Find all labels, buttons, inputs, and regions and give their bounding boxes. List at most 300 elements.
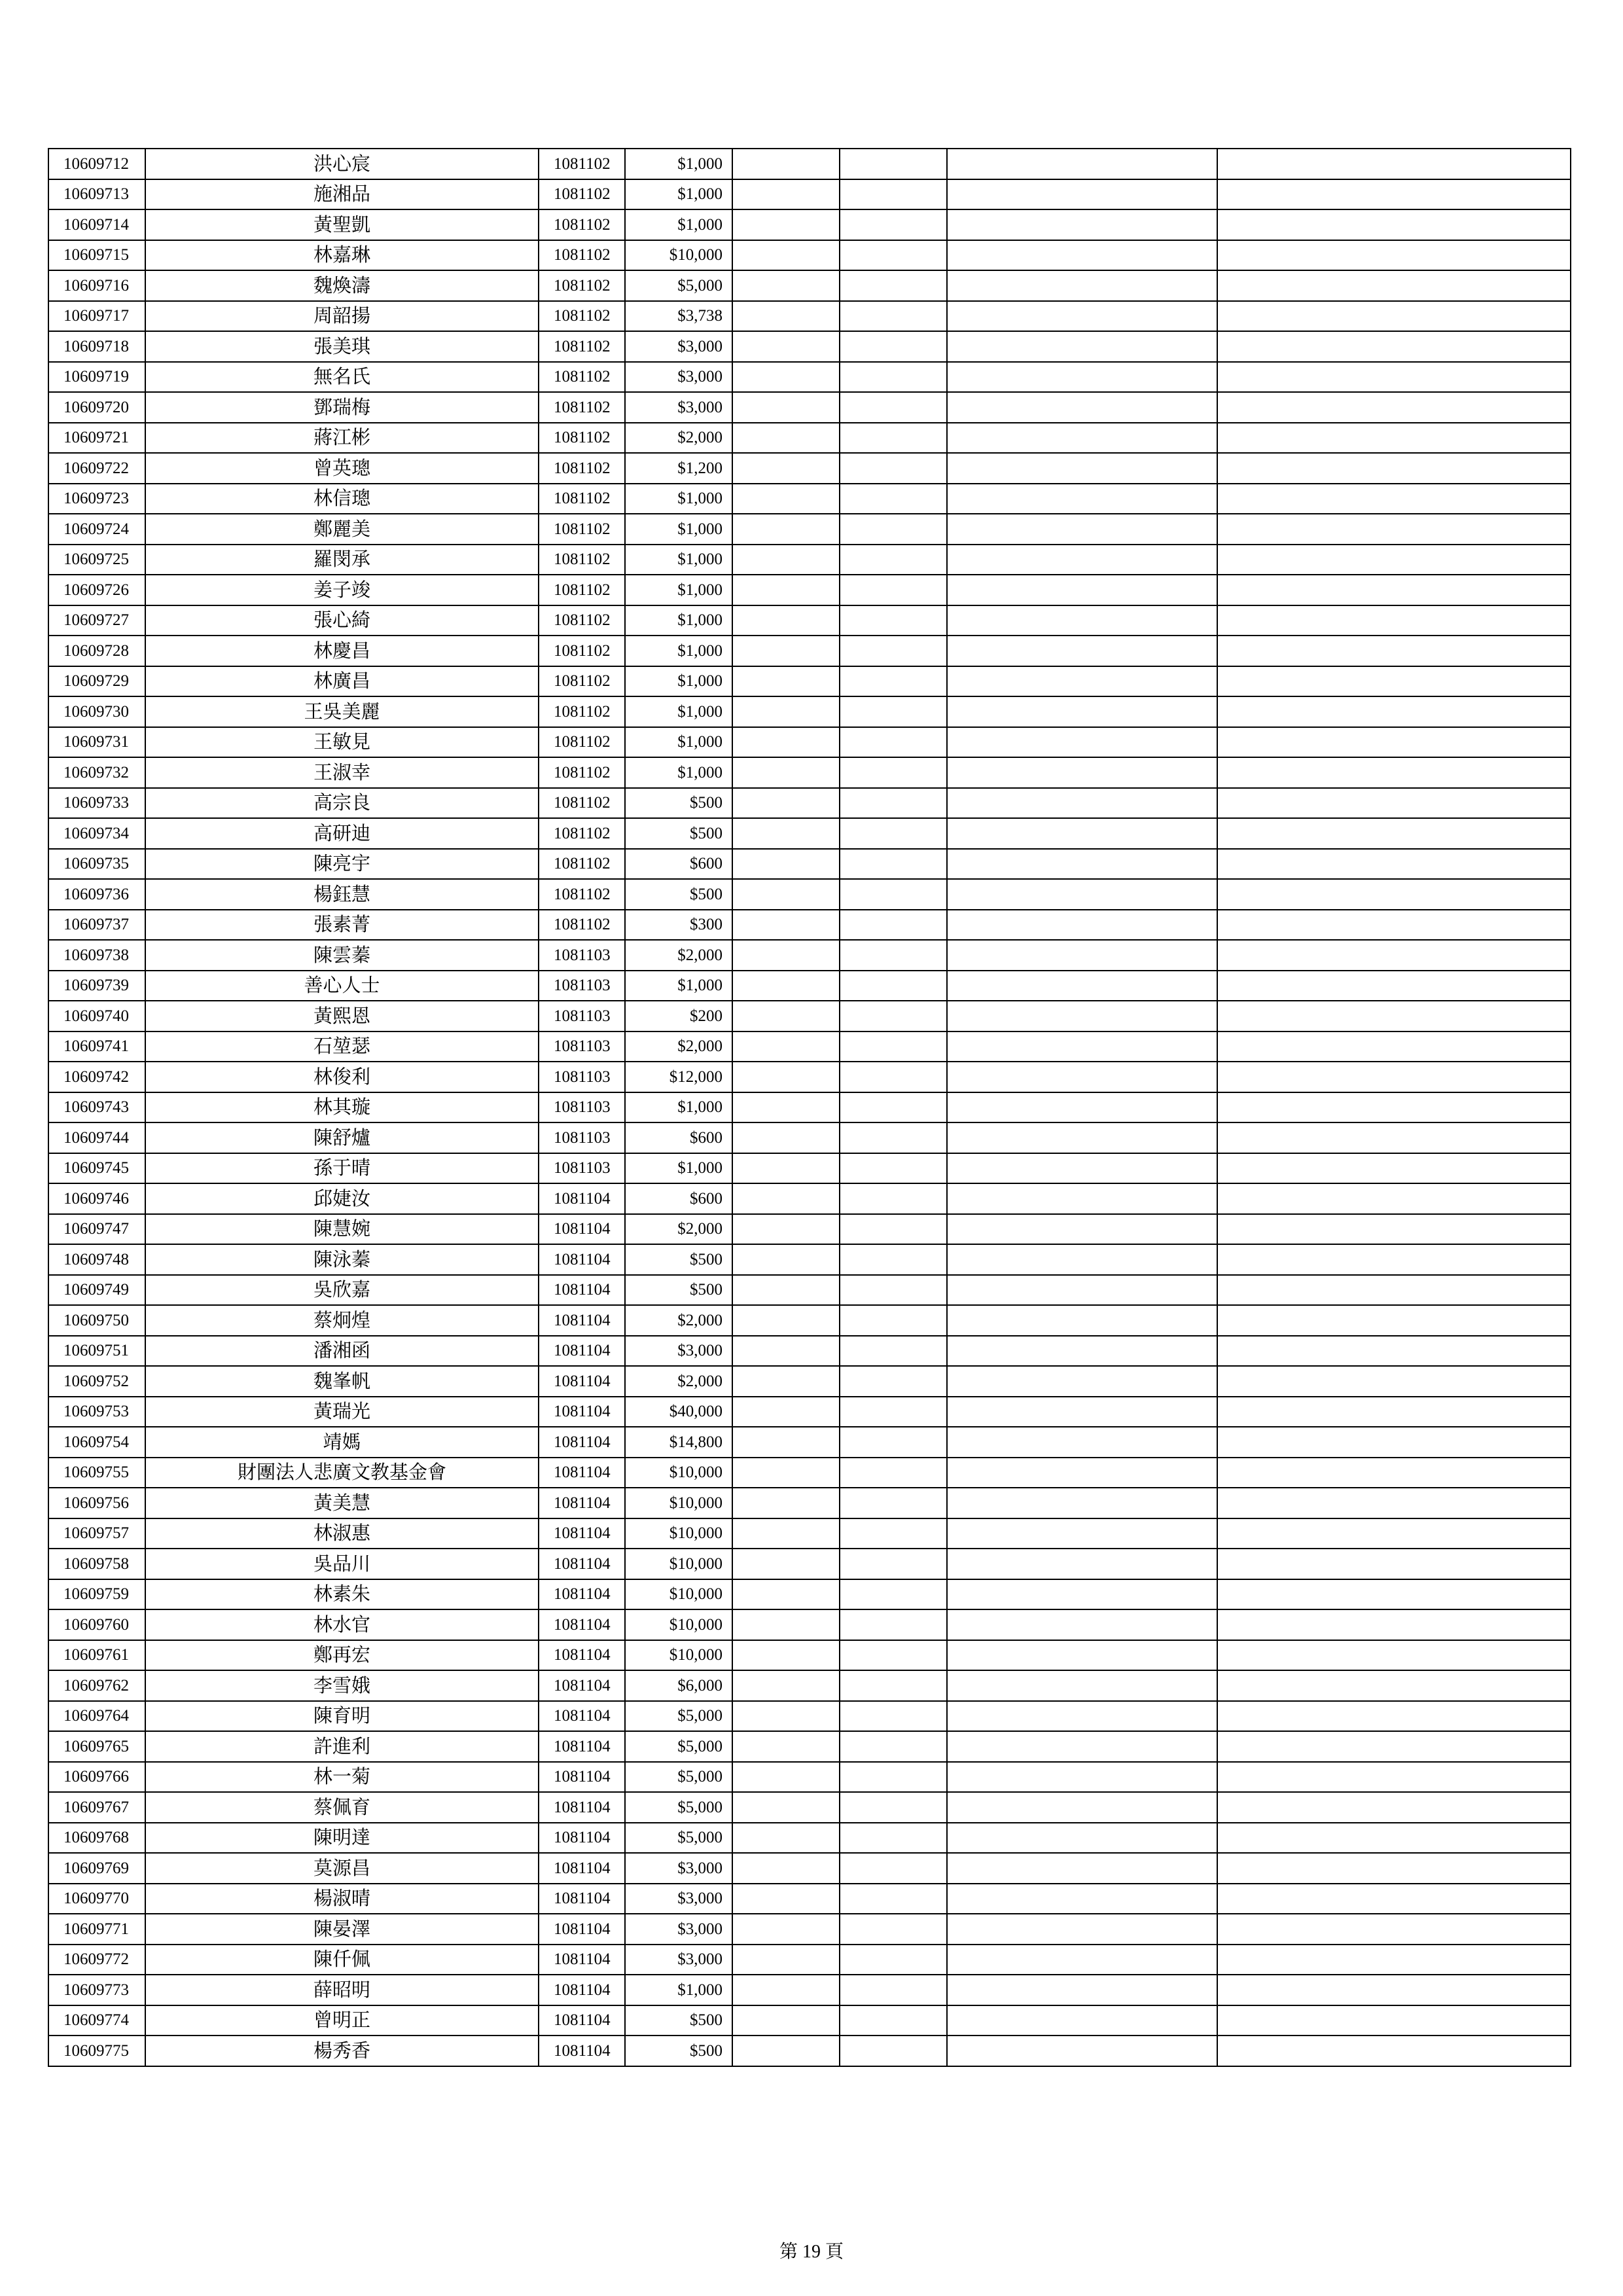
receipt-number-cell: 10609739: [48, 971, 145, 1001]
empty-cell: [1217, 727, 1571, 758]
donor-name-cell: 邱婕汝: [145, 1183, 539, 1214]
table-row: [48, 1731, 1571, 1762]
empty-cell: [947, 910, 1217, 941]
donor-name-cell: 高宗良: [145, 788, 539, 819]
empty-cell: [947, 1914, 1217, 1945]
empty-cell: [840, 392, 947, 423]
empty-cell: [1217, 1001, 1571, 1031]
empty-cell: [947, 2036, 1217, 2066]
empty-cell: [840, 1275, 947, 1306]
receipt-number-cell: 10609765: [48, 1731, 145, 1762]
empty-cell: [1217, 1670, 1571, 1701]
amount-cell: $10,000: [625, 1609, 732, 1640]
receipt-number-cell: 10609756: [48, 1488, 145, 1518]
date-cell: 1081102: [539, 240, 625, 271]
receipt-number-cell: 10609753: [48, 1397, 145, 1427]
table-row: [48, 696, 1571, 727]
empty-cell: [732, 149, 840, 179]
empty-cell: [732, 545, 840, 575]
donor-name-cell: 張心綺: [145, 605, 539, 636]
receipt-number-cell: 10609734: [48, 818, 145, 849]
empty-cell: [732, 1762, 840, 1793]
amount-cell: $600: [625, 1183, 732, 1214]
empty-cell: [840, 1579, 947, 1610]
date-cell: 1081102: [539, 666, 625, 697]
table-row: [48, 1244, 1571, 1275]
amount-cell: $5,000: [625, 1792, 732, 1823]
date-cell: 1081104: [539, 1701, 625, 1732]
date-cell: 1081104: [539, 1975, 625, 2005]
empty-cell: [947, 1183, 1217, 1214]
amount-cell: $600: [625, 1122, 732, 1153]
receipt-number-cell: 10609714: [48, 209, 145, 240]
donor-name-cell: 陳泳蓁: [145, 1244, 539, 1275]
empty-cell: [947, 1945, 1217, 1975]
empty-cell: [1217, 1914, 1571, 1945]
empty-cell: [732, 1397, 840, 1427]
table-row: [48, 1518, 1571, 1549]
empty-cell: [1217, 1275, 1571, 1306]
table-row: [48, 1579, 1571, 1610]
amount-cell: $1,000: [625, 179, 732, 210]
table-row: [48, 240, 1571, 271]
empty-cell: [732, 1731, 840, 1762]
date-cell: 1081104: [539, 1549, 625, 1579]
receipt-number-cell: 10609760: [48, 1609, 145, 1640]
empty-cell: [732, 1640, 840, 1671]
empty-cell: [1217, 179, 1571, 210]
empty-cell: [840, 605, 947, 636]
donor-name-cell: 黃聖凱: [145, 209, 539, 240]
amount-cell: $5,000: [625, 1701, 732, 1732]
amount-cell: $3,000: [625, 362, 732, 393]
table-row: [48, 545, 1571, 575]
donor-name-cell: 曾英璁: [145, 453, 539, 484]
table-row: [48, 849, 1571, 880]
empty-cell: [947, 818, 1217, 849]
amount-cell: $1,000: [625, 696, 732, 727]
donor-name-cell: 鄭再宏: [145, 1640, 539, 1671]
empty-cell: [947, 1244, 1217, 1275]
receipt-number-cell: 10609717: [48, 301, 145, 332]
empty-cell: [947, 514, 1217, 545]
empty-cell: [947, 1458, 1217, 1488]
date-cell: 1081103: [539, 940, 625, 971]
date-cell: 1081104: [539, 1275, 625, 1306]
amount-cell: $1,000: [625, 545, 732, 575]
donor-name-cell: 楊淑晴: [145, 1884, 539, 1914]
table-row: [48, 1092, 1571, 1123]
date-cell: 1081102: [539, 331, 625, 362]
amount-cell: $3,738: [625, 301, 732, 332]
empty-cell: [732, 1579, 840, 1610]
amount-cell: $10,000: [625, 240, 732, 271]
receipt-number-cell: 10609733: [48, 788, 145, 819]
empty-cell: [1217, 575, 1571, 605]
empty-cell: [732, 1823, 840, 1854]
empty-cell: [732, 1609, 840, 1640]
empty-cell: [1217, 1640, 1571, 1671]
empty-cell: [947, 1305, 1217, 1336]
empty-cell: [840, 331, 947, 362]
amount-cell: $3,000: [625, 1884, 732, 1914]
empty-cell: [1217, 240, 1571, 271]
receipt-number-cell: 10609730: [48, 696, 145, 727]
empty-cell: [840, 1731, 947, 1762]
empty-cell: [732, 331, 840, 362]
empty-cell: [947, 1609, 1217, 1640]
donor-name-cell: 潘湘函: [145, 1336, 539, 1367]
empty-cell: [732, 1122, 840, 1153]
empty-cell: [1217, 1579, 1571, 1610]
table-row: [48, 757, 1571, 788]
empty-cell: [947, 940, 1217, 971]
donor-name-cell: 薛昭明: [145, 1975, 539, 2005]
donor-name-cell: 姜子竣: [145, 575, 539, 605]
empty-cell: [1217, 1731, 1571, 1762]
empty-cell: [732, 2005, 840, 2036]
empty-cell: [732, 1244, 840, 1275]
empty-cell: [947, 301, 1217, 332]
empty-cell: [840, 1640, 947, 1671]
receipt-number-cell: 10609725: [48, 545, 145, 575]
empty-cell: [732, 879, 840, 910]
table-row: [48, 636, 1571, 666]
table-row: [48, 1853, 1571, 1884]
receipt-number-cell: 10609772: [48, 1945, 145, 1975]
empty-cell: [1217, 1792, 1571, 1823]
empty-cell: [1217, 636, 1571, 666]
amount-cell: $3,000: [625, 1853, 732, 1884]
empty-cell: [1217, 209, 1571, 240]
empty-cell: [1217, 1214, 1571, 1245]
date-cell: 1081104: [539, 1884, 625, 1914]
donor-name-cell: 林嘉琳: [145, 240, 539, 271]
empty-cell: [840, 940, 947, 971]
empty-cell: [840, 1244, 947, 1275]
table-row: [48, 179, 1571, 210]
empty-cell: [732, 1518, 840, 1549]
empty-cell: [947, 1397, 1217, 1427]
date-cell: 1081102: [539, 301, 625, 332]
empty-cell: [947, 240, 1217, 271]
table-row: [48, 301, 1571, 332]
empty-cell: [732, 179, 840, 210]
table-row: [48, 1823, 1571, 1854]
table-row: [48, 1366, 1571, 1397]
empty-cell: [947, 696, 1217, 727]
donor-name-cell: 蔡炯煌: [145, 1305, 539, 1336]
donor-name-cell: 張美琪: [145, 331, 539, 362]
donor-name-cell: 黃熙恩: [145, 1001, 539, 1031]
empty-cell: [1217, 331, 1571, 362]
amount-cell: $2,000: [625, 423, 732, 454]
empty-cell: [732, 1305, 840, 1336]
date-cell: 1081102: [539, 423, 625, 454]
donor-name-cell: 蔡佩育: [145, 1792, 539, 1823]
date-cell: 1081104: [539, 1244, 625, 1275]
date-cell: 1081104: [539, 1366, 625, 1397]
table-row: [48, 270, 1571, 301]
table-row: [48, 1031, 1571, 1062]
empty-cell: [947, 270, 1217, 301]
empty-cell: [732, 1488, 840, 1518]
empty-cell: [947, 1884, 1217, 1914]
empty-cell: [947, 1975, 1217, 2005]
amount-cell: $10,000: [625, 1518, 732, 1549]
empty-cell: [1217, 1305, 1571, 1336]
receipt-number-cell: 10609746: [48, 1183, 145, 1214]
donor-name-cell: 楊鈺慧: [145, 879, 539, 910]
amount-cell: $2,000: [625, 1031, 732, 1062]
empty-cell: [947, 149, 1217, 179]
table-row: [48, 1762, 1571, 1793]
amount-cell: $500: [625, 788, 732, 819]
table-row: [48, 2005, 1571, 2036]
empty-cell: [732, 727, 840, 758]
date-cell: 1081103: [539, 1153, 625, 1184]
amount-cell: $1,000: [625, 666, 732, 697]
donor-name-cell: 楊秀香: [145, 2036, 539, 2066]
empty-cell: [840, 636, 947, 666]
donor-name-cell: 財團法人悲廣文教基金會: [145, 1458, 539, 1488]
empty-cell: [840, 1001, 947, 1031]
donor-name-cell: 王敏見: [145, 727, 539, 758]
empty-cell: [1217, 514, 1571, 545]
table-row: [48, 788, 1571, 819]
date-cell: 1081103: [539, 1001, 625, 1031]
empty-cell: [840, 1914, 947, 1945]
empty-cell: [840, 1153, 947, 1184]
amount-cell: $10,000: [625, 1640, 732, 1671]
receipt-number-cell: 10609731: [48, 727, 145, 758]
empty-cell: [732, 696, 840, 727]
amount-cell: $2,000: [625, 1366, 732, 1397]
table-row: [48, 1183, 1571, 1214]
table-row: [48, 727, 1571, 758]
empty-cell: [732, 575, 840, 605]
date-cell: 1081104: [539, 1305, 625, 1336]
empty-cell: [840, 971, 947, 1001]
table-row: [48, 484, 1571, 514]
amount-cell: $1,000: [625, 727, 732, 758]
donor-name-cell: 林水官: [145, 1609, 539, 1640]
table-row: [48, 423, 1571, 454]
empty-cell: [840, 1884, 947, 1914]
empty-cell: [732, 1092, 840, 1123]
donor-name-cell: 陳仟佩: [145, 1945, 539, 1975]
receipt-number-cell: 10609750: [48, 1305, 145, 1336]
empty-cell: [1217, 270, 1571, 301]
empty-cell: [947, 1853, 1217, 1884]
receipt-number-cell: 10609719: [48, 362, 145, 393]
empty-cell: [732, 1336, 840, 1367]
receipt-number-cell: 10609727: [48, 605, 145, 636]
receipt-number-cell: 10609729: [48, 666, 145, 697]
empty-cell: [840, 1458, 947, 1488]
receipt-number-cell: 10609773: [48, 1975, 145, 2005]
empty-cell: [947, 849, 1217, 880]
empty-cell: [1217, 1427, 1571, 1458]
table-row: [48, 149, 1571, 179]
receipt-number-cell: 10609767: [48, 1792, 145, 1823]
table-row: [48, 514, 1571, 545]
empty-cell: [732, 1945, 840, 1975]
empty-cell: [840, 1183, 947, 1214]
amount-cell: $3,000: [625, 1914, 732, 1945]
donor-name-cell: 吳欣嘉: [145, 1275, 539, 1306]
donor-name-cell: 陳雲蓁: [145, 940, 539, 971]
donor-name-cell: 靖媽: [145, 1427, 539, 1458]
amount-cell: $10,000: [625, 1488, 732, 1518]
donor-name-cell: 王淑幸: [145, 757, 539, 788]
empty-cell: [732, 1062, 840, 1092]
date-cell: 1081104: [539, 1640, 625, 1671]
receipt-number-cell: 10609747: [48, 1214, 145, 1245]
date-cell: 1081102: [539, 362, 625, 393]
date-cell: 1081104: [539, 1853, 625, 1884]
empty-cell: [840, 1975, 947, 2005]
donor-name-cell: 陳明達: [145, 1823, 539, 1854]
receipt-number-cell: 10609738: [48, 940, 145, 971]
empty-cell: [947, 1823, 1217, 1854]
empty-cell: [947, 1214, 1217, 1245]
empty-cell: [840, 301, 947, 332]
table-row: [48, 818, 1571, 849]
amount-cell: $2,000: [625, 1214, 732, 1245]
amount-cell: $1,000: [625, 484, 732, 514]
table-row: [48, 1458, 1571, 1488]
date-cell: 1081104: [539, 2005, 625, 2036]
empty-cell: [947, 1518, 1217, 1549]
receipt-number-cell: 10609718: [48, 331, 145, 362]
table-row: [48, 1914, 1571, 1945]
empty-cell: [1217, 1031, 1571, 1062]
table-row: [48, 1792, 1571, 1823]
empty-cell: [840, 1792, 947, 1823]
donor-name-cell: 林一菊: [145, 1762, 539, 1793]
empty-cell: [840, 270, 947, 301]
date-cell: 1081104: [539, 1945, 625, 1975]
table-row: [48, 1701, 1571, 1732]
empty-cell: [1217, 1975, 1571, 2005]
date-cell: 1081102: [539, 757, 625, 788]
empty-cell: [1217, 392, 1571, 423]
donor-name-cell: 林其璇: [145, 1092, 539, 1123]
empty-cell: [1217, 1092, 1571, 1123]
date-cell: 1081102: [539, 788, 625, 819]
donor-name-cell: 無名氏: [145, 362, 539, 393]
date-cell: 1081102: [539, 514, 625, 545]
empty-cell: [947, 727, 1217, 758]
receipt-number-cell: 10609755: [48, 1458, 145, 1488]
empty-cell: [840, 1609, 947, 1640]
date-cell: 1081102: [539, 818, 625, 849]
amount-cell: $500: [625, 2005, 732, 2036]
empty-cell: [1217, 849, 1571, 880]
empty-cell: [1217, 696, 1571, 727]
empty-cell: [947, 1792, 1217, 1823]
page-number: 第 19 頁: [779, 2242, 844, 2262]
empty-cell: [840, 1397, 947, 1427]
receipt-number-cell: 10609742: [48, 1062, 145, 1092]
empty-cell: [1217, 2005, 1571, 2036]
receipt-number-cell: 10609735: [48, 849, 145, 880]
empty-cell: [840, 545, 947, 575]
empty-cell: [1217, 757, 1571, 788]
empty-cell: [732, 362, 840, 393]
empty-cell: [840, 2036, 947, 2066]
empty-cell: [732, 1214, 840, 1245]
donor-name-cell: 魏煥濤: [145, 270, 539, 301]
date-cell: 1081102: [539, 149, 625, 179]
date-cell: 1081104: [539, 1518, 625, 1549]
donor-name-cell: 王吳美麗: [145, 696, 539, 727]
empty-cell: [732, 423, 840, 454]
empty-cell: [840, 666, 947, 697]
donor-name-cell: 林信璁: [145, 484, 539, 514]
empty-cell: [1217, 1823, 1571, 1854]
empty-cell: [947, 1640, 1217, 1671]
donor-name-cell: 孫于晴: [145, 1153, 539, 1184]
amount-cell: $6,000: [625, 1670, 732, 1701]
empty-cell: [947, 209, 1217, 240]
empty-cell: [732, 1458, 840, 1488]
receipt-number-cell: 10609715: [48, 240, 145, 271]
empty-cell: [732, 1853, 840, 1884]
empty-cell: [840, 1701, 947, 1732]
donor-name-cell: 陳育明: [145, 1701, 539, 1732]
table-row: [48, 1153, 1571, 1184]
date-cell: 1081102: [539, 484, 625, 514]
amount-cell: $1,000: [625, 636, 732, 666]
empty-cell: [947, 1153, 1217, 1184]
empty-cell: [840, 575, 947, 605]
empty-cell: [1217, 1488, 1571, 1518]
empty-cell: [947, 1366, 1217, 1397]
date-cell: 1081102: [539, 453, 625, 484]
empty-cell: [840, 1122, 947, 1153]
empty-cell: [732, 484, 840, 514]
empty-cell: [732, 1975, 840, 2005]
table-row: [48, 1884, 1571, 1914]
empty-cell: [840, 453, 947, 484]
empty-cell: [947, 1275, 1217, 1306]
empty-cell: [840, 1336, 947, 1367]
empty-cell: [1217, 1336, 1571, 1367]
date-cell: 1081102: [539, 636, 625, 666]
empty-cell: [840, 1823, 947, 1854]
amount-cell: $1,000: [625, 575, 732, 605]
empty-cell: [947, 1336, 1217, 1367]
empty-cell: [840, 879, 947, 910]
date-cell: 1081104: [539, 1397, 625, 1427]
empty-cell: [840, 423, 947, 454]
receipt-number-cell: 10609732: [48, 757, 145, 788]
empty-cell: [947, 605, 1217, 636]
amount-cell: $14,800: [625, 1427, 732, 1458]
empty-cell: [1217, 879, 1571, 910]
empty-cell: [1217, 940, 1571, 971]
date-cell: 1081102: [539, 605, 625, 636]
empty-cell: [732, 1914, 840, 1945]
receipt-number-cell: 10609774: [48, 2005, 145, 2036]
empty-cell: [732, 1153, 840, 1184]
date-cell: 1081104: [539, 1670, 625, 1701]
table-row: [48, 940, 1571, 971]
receipt-number-cell: 10609752: [48, 1366, 145, 1397]
empty-cell: [840, 1762, 947, 1793]
